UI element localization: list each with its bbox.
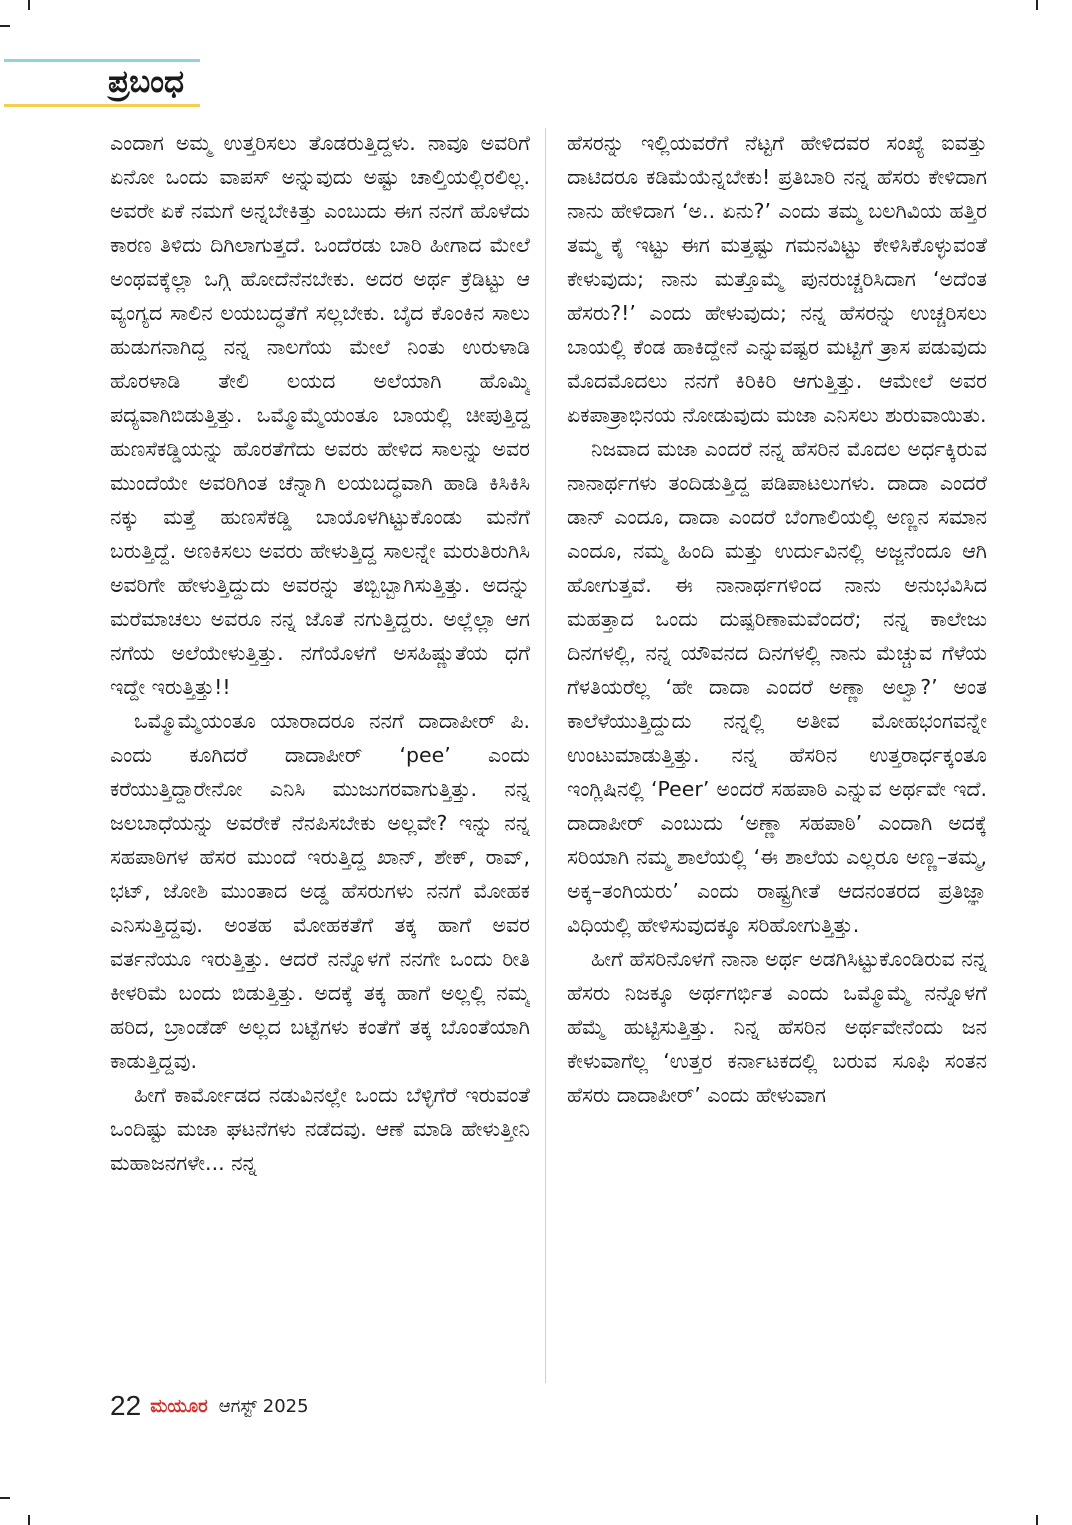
magazine-logo: ಮಯೂರ — [150, 1395, 208, 1417]
page-footer — [110, 1390, 309, 1430]
crop-mark — [0, 1497, 10, 1499]
paragraph: ಹೆಸರನ್ನು ಇಲ್ಲಿಯವರೆಗೆ ನೆಟ್ಟಗೆ ಹೇಳಿದವರ ಸಂಖ್ಯೆ ಐವತ್ತು ದಾಟಿದರೂ ಕಡಿಮೆಯೆನ್ನಬೇಕು! ಪ್ರತಿಬಾರಿ ನನ್ನ ಹೆಸರು ಕೇಳಿದಾಗ ನಾನು ಹೇಳಿದಾಗ ‘ಅ.. ಏನು?’ ಎಂದು ತಮ್ಮ ಬಲಗಿವಿಯ ಹತ್ತಿರ ತಮ್ಮ ಕೈ ಇಟ್ಟು ಈಗ ಮತ್ತಷ್ಟು ಗಮನವಿಟ್ಟು ಕೇಳಿಸಿಕೊಳ್ಳುವಂತೆ ಕೇಳುವುದು; ನಾನು ಮತ್ತೊಮ್ಮೆ ಪುನರುಚ್ಚರಿಸಿದಾಗ ‘ಅದೆಂತ ಹೆಸರು?!’ ಎಂದು ಹೇಳುವುದು; ನನ್ನ ಹೆಸರನ್ನು ಉಚ್ಚರಿಸಲು ಬಾಯಲ್ಲಿ ಕೆಂಡ ಹಾಕಿದ್ದೇನೆ ಎನ್ನುವಷ್ಟರ ಮಟ್ಟಿಗೆ ತ್ರಾಸ ಪಡುವುದು ಮೊದಮೊದಲು ನನಗೆ ಕಿರಿಕಿರಿ ಆಗುತ್ತಿತ್ತು. ಆಮೇಲೆ ಅವರ ಏಕಪಾತ್ರಾಭಿನಯ ನೋಡುವುದು ಮಜಾ ಎನಿಸಲು ಶುರುವಾಯಿತು. — [567, 131, 987, 427]
paragraph: ಹೀಗೆ ಹೆಸರಿನೊಳಗೆ ನಾನಾ ಅರ್ಥ ಅಡಗಿಸಿಟ್ಟುಕೊಂಡಿರುವ ನನ್ನ ಹೆಸರು ನಿಜಕ್ಕೂ ಅರ್ಥಗರ್ಭಿತ ಎಂದು ಒಮ್ಮೊಮ್ಮೆ ನನ್ನೊಳಗೆ ಹೆಮ್ಮೆ ಹುಟ್ಟಿಸುತ್ತಿತ್ತು. ನಿನ್ನ ಹೆಸರಿನ ಅರ್ಥವೇನೆಂದು ಜನ ಕೇಳುವಾಗೆಲ್ಲ ‘ಉತ್ತರ ಕರ್ನಾಟಕದಲ್ಲಿ ಬರುವ ಸೂಫಿ ಸಂತನ ಹೆಸರು ದಾದಾಪೀರ್’ ಎಂದು ಹೇಳುವಾಗ — [567, 947, 987, 1107]
crop-mark — [0, 25, 10, 27]
crop-mark — [28, 0, 30, 10]
article-column-left — [110, 126, 530, 1388]
paragraph: ಎಂದಾಗ ಅಮ್ಮ ಉತ್ತರಿಸಲು ತೊಡರುತ್ತಿದ್ದಳು. ನಾವೂ ಅವರಿಗೆ ಏನೋ ಒಂದು ವಾಪಸ್ ಅನ್ನುವುದು ಅಷ್ಟು ಚಾಲ್ತಿಯಲ್ಲಿರಲಿಲ್ಲ. ಅವರೇ ಏಕೆ ನಮಗೆ ಅನ್ನಬೇಕಿತ್ತು ಎಂಬುದು ಈಗ ನನಗೆ ಹೊಳೆದು ಕಾರಣ ತಿಳಿದು ದಿಗಿಲಾಗುತ್ತದೆ. ಒಂದೆರಡು ಬಾರಿ ಹೀಗಾದ ಮೇಲೆ ಅಂಥವಕ್ಕೆಲ್ಲಾ ಒಗ್ಗಿ ಹೋದೆನೆನಬೇಕು. ಅದರ ಅರ್ಥ ಕ್ರೆಡಿಟ್ಟು ಆ ವ್ಯಂಗ್ಯದ ಸಾಲಿನ ಲಯಬದ್ಧತೆಗೆ ಸಲ್ಲಬೇಕು. ಬೈದ ಕೊಂಕಿನ ಸಾಲು ಹುಡುಗನಾಗಿದ್ದ ನನ್ನ ನಾಲಗೆಯ ಮೇಲೆ ನಿಂತು ಉರುಳಾಡಿ ಹೊರಳಾಡಿ ತೇಲಿ ಲಯದ ಅಲೆಯಾಗಿ ಹೊಮ್ಮಿ ಪದ್ಯವಾಗಿಬಿಡುತ್ತಿತ್ತು. ಒಮ್ಮೊಮ್ಮೆಯಂತೂ ಬಾಯಲ್ಲಿ ಚೀಪುತ್ತಿದ್ದ ಹುಣಸೆಕಡ್ಡಿಯನ್ನು ಹೊರತೆಗೆದು ಅವರು ಹೇಳಿದ ಸಾಲನ್ನು ಅವರ ಮುಂದೆಯೇ ಅವರಿಗಿಂತ ಚೆನ್ನಾಗಿ ಲಯಬದ್ಧವಾಗಿ ಹಾಡಿ ಕಿಸಿಕಿಸಿ ನಕ್ಕು ಮತ್ತೆ ಹುಣಸೆಕಡ್ಡಿ ಬಾಯೊಳಗಿಟ್ಟುಕೊಂಡು ಮನೆಗೆ ಬರುತ್ತಿದ್ದೆ. ಅಣಕಿಸಲು ಅವರು ಹೇಳುತ್ತಿದ್ದ ಸಾಲನ್ನೇ ಮರುತಿರುಗಿಸಿ ಅವರಿಗೇ ಹೇಳುತ್ತಿದ್ದುದು ಅವರನ್ನು ತಬ್ಬಿಬ್ಬಾಗಿಸುತ್ತಿತ್ತು. ಅದನ್ನು ಮರೆಮಾಚಲು ಅವರೂ ನನ್ನ ಜೊತೆ ನಗುತ್ತಿದ್ದರು. ಅಲ್ಲೆಲ್ಲಾ ಆಗ ನಗೆಯ ಅಲೆಯೇಳುತ್ತಿತ್ತು. ನಗೆಯೊಳಗೆ ಅಸಹಿಷ್ಣುತೆಯ ಧಗೆ ಇದ್ದೇ ಇರುತ್ತಿತ್ತು!! — [110, 131, 530, 699]
section-rule-top — [4, 59, 200, 62]
paragraph: ನಿಜವಾದ ಮಜಾ ಎಂದರೆ ನನ್ನ ಹೆಸರಿನ ಮೊದಲ ಅರ್ಧಕ್ಕಿರುವ ನಾನಾರ್ಥಗಳು ತಂದಿಡುತ್ತಿದ್ದ ಪಡಿಪಾಟಲುಗಳು. ದಾದಾ ಎಂದರೆ ಡಾನ್ ಎಂದೂ, ದಾದಾ ಎಂದರೆ ಬೆಂಗಾಲಿಯಲ್ಲಿ ಅಣ್ಣನ ಸಮಾನ ಎಂದೂ, ನಮ್ಮ ಹಿಂದಿ ಮತ್ತು ಉರ್ದುವಿನಲ್ಲಿ ಅಜ್ಜನೆಂದೂ ಆಗಿ ಹೋಗುತ್ತವೆ. ಈ ನಾನಾರ್ಥಗಳಿಂದ ನಾನು ಅನುಭವಿಸಿದ ಮಹತ್ತಾದ ಒಂದು ದುಷ್ಪರಿಣಾಮವೆಂದರೆ; ನನ್ನ ಕಾಲೇಜು ದಿನಗಳಲ್ಲಿ, ನನ್ನ ಯೌವನದ ದಿನಗಳಲ್ಲಿ ನಾನು ಮೆಚ್ಚುವ ಗೆಳೆಯ ಗೆಳತಿಯರೆಲ್ಲ ‘ಹೇ ದಾದಾ ಎಂದರೆ ಅಣ್ಣಾ ಅಲ್ವಾ?’ ಅಂತ ಕಾಲೆಳೆಯುತ್ತಿದ್ದುದು ನನ್ನಲ್ಲಿ ಅತೀವ ಮೋಹಭಂಗವನ್ನೇ ಉಂಟುಮಾಡುತ್ತಿತ್ತು. ನನ್ನ ಹೆಸರಿನ ಉತ್ತರಾರ್ಧಕ್ಕಂತೂ ಇಂಗ್ಲಿಷಿನಲ್ಲಿ ‘Peer’ ಅಂದರೆ ಸಹಪಾಠಿ ಎನ್ನುವ ಅರ್ಥವೇ ಇದೆ. ದಾದಾಪೀರ್ ಎಂಬುದು ‘ಅಣ್ಣಾ ಸಹಪಾಠಿ’ ಎಂದಾಗಿ ಅದಕ್ಕೆ ಸರಿಯಾಗಿ ನಮ್ಮ ಶಾಲೆಯಲ್ಲಿ ‘ಈ ಶಾಲೆಯ ಎಲ್ಲರೂ ಅಣ್ಣ–ತಮ್ಮ, ಅಕ್ಕ–ತಂಗಿಯರು’ ಎಂದು ರಾಷ್ಟ್ರಗೀತೆ ಆದನಂತರದ ಪ್ರತಿಜ್ಞಾ ವಿಧಿಯಲ್ಲಿ ಹೇಳಿಸುವುದಕ್ಕೂ ಸರಿಹೋಗುತ್ತಿತ್ತು. — [567, 437, 987, 937]
section-rule-bottom — [4, 104, 200, 107]
issue-date: ಆಗಸ್ಟ್ 2025 — [218, 1395, 309, 1417]
paragraph: ಹೀಗೆ ಕಾರ್ಮೋಡದ ನಡುವಿನಲ್ಲೇ ಒಂದು ಬೆಳ್ಳಿಗೆರೆ ಇರುವಂತೆ ಒಂದಿಷ್ಟು ಮಜಾ ಘಟನೆಗಳು ನಡೆದವು. ಆಣೆ ಮಾಡಿ ಹೇಳುತ್ತೀನಿ ಮಹಾಜನಗಳೇ... ನನ್ನ — [110, 1083, 530, 1175]
column-divider — [545, 128, 546, 1383]
crop-mark — [1036, 0, 1038, 10]
page-number: 22 — [110, 1390, 142, 1421]
paragraph: ಒಮ್ಮೊಮ್ಮೆಯಂತೂ ಯಾರಾದರೂ ನನಗೆ ದಾದಾಪೀರ್ ಪಿ. ಎಂದು ಕೂಗಿದರೆ ದಾದಾಪೀರ್ ‘pee’ ಎಂದು ಕರೆಯುತ್ತಿದ್ದಾರೇನೋ ಎನಿಸಿ ಮುಜುಗರವಾಗುತ್ತಿತ್ತು. ನನ್ನ ಜಲಬಾಧೆಯನ್ನು ಅವರೇಕೆ ನೆನಪಿಸಬೇಕು ಅಲ್ಲವೇ? ಇನ್ನು ನನ್ನ ಸಹಪಾಠಿಗಳ ಹೆಸರ ಮುಂದೆ ಇರುತ್ತಿದ್ದ ಖಾನ್, ಶೇಕ್, ರಾವ್, ಭಟ್, ಜೋಶಿ ಮುಂತಾದ ಅಡ್ಡ ಹೆಸರುಗಳು ನನಗೆ ಮೋಹಕ ಎನಿಸುತ್ತಿದ್ದವು. ಅಂತಹ ಮೋಹಕತೆಗೆ ತಕ್ಕ ಹಾಗೆ ಅವರ ವರ್ತನೆಯೂ ಇರುತ್ತಿತ್ತು. ಆದರೆ ನನ್ನೊಳಗೆ ನನಗೇ ಒಂದು ರೀತಿ ಕೀಳರಿಮೆ ಬಂದು ಬಿಡುತ್ತಿತ್ತು. ಅದಕ್ಕೆ ತಕ್ಕ ಹಾಗೆ ಅಲ್ಲಲ್ಲಿ ನಮ್ಮ ಹರಿದ, ಬ್ರಾಂಡೆಡ್ ಅಲ್ಲದ ಬಟ್ಟೆಗಳು ಕಂತೆಗೆ ತಕ್ಕ ಬೊಂತೆಯಾಗಿ ಕಾಡುತ್ತಿದ್ದವು. — [110, 709, 530, 1073]
article-column-right — [567, 126, 987, 1388]
crop-mark — [28, 1515, 30, 1525]
crop-mark — [1036, 1515, 1038, 1525]
section-title: ಪ್ರಬಂಧ — [108, 64, 184, 100]
